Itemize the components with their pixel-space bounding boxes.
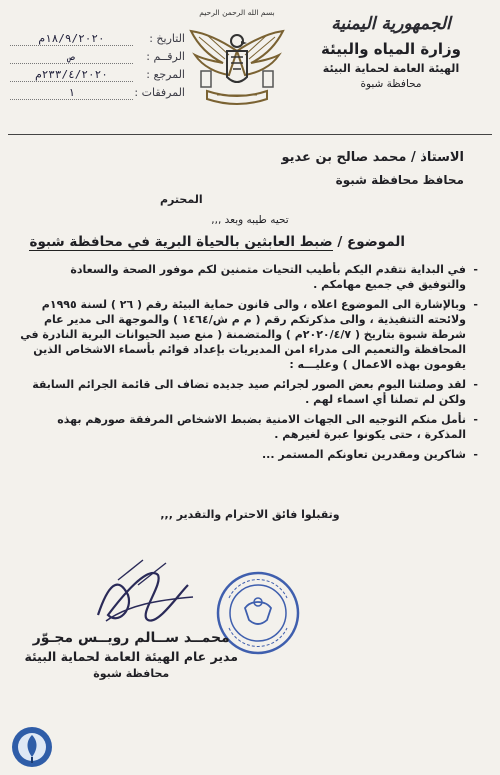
body-paragraph: - وبالإشارة الى الموضوع اعلاه ، والى قانون حماية البيئة رقم ( ٢٦ ) لسنة ١٩٩٥م ولائحته التنفيذية ، والى مذكرتكم رقم ( م م ش/١٤٦٤ ) والموجهة الى مدير عام شرطة شبوة بتاريخ ( ٢٠٢٠/٤/٧م ) والمتضمنة ( منع صيد الحيوانات البرية النادرة في المحافظة والتعميم الى مدراء امن المديريات بإعداد قوائم بأسماء الاشخاص الذين يقومون بهذه الاعمال ) وعليـــه : [20, 297, 478, 372]
meta-number: الرقــم : ص [10, 50, 185, 68]
body-paragraph: - شاكرين ومقدرين تعاونكم المستمر ... [20, 447, 478, 462]
subject-line [29, 234, 405, 250]
republic-name: الجمهورية اليمنية [331, 14, 451, 34]
letter-body [20, 262, 478, 467]
meta-reference: المرجع : ٢٣٣/٤/٢٠٢٠م [10, 68, 185, 86]
authority-logo-icon [10, 725, 54, 769]
closing-line: وتقبلوا فائق الاحترام والتقدير ,,, [160, 508, 340, 521]
signatory-title: مدير عام الهيئة العامة لحماية البيئة [24, 649, 238, 664]
greeting: تحيه طيبه وبعد ,,, [211, 214, 289, 226]
subject-text: ضبط العابثين بالحياة البرية في محافظة شبوة [29, 234, 333, 250]
signatory-name: محمــد ســالم رويــس مجـوّر [32, 630, 230, 646]
yemen-eagle-emblem-icon [187, 21, 287, 113]
governorate-name: محافظة شبوة [360, 78, 422, 90]
ministry-name: وزارة المياه والبيئة [320, 40, 462, 58]
body-paragraph: - نأمل منكم التوجيه الى الجهات الامنية بضبط الاشخاص المرفقة صورهم بهذه المذكرة ، حتى يكونوا عبرة لغيرهم . [20, 412, 478, 442]
handwritten-signature-icon [88, 555, 198, 635]
signatory-governorate: محافظة شبوة [93, 667, 170, 680]
subject-prefix: الموضوع / [332, 234, 405, 250]
letterhead-center [178, 8, 296, 113]
signatory-block [24, 630, 238, 680]
basmala: بسم الله الرحمن الرحيم [199, 8, 275, 17]
meta-date: التاريخ : ١٨/٩/٢٠٢٠م [10, 32, 185, 50]
body-paragraph: - لقد وصلتنا اليوم بعض الصور لجرائم صيد جديده تضاف الى قائمة الجرائم السابقة ولكن لم تصلنا أي اسماء لهم . [20, 377, 478, 407]
addressee-name: الاستاذ / محمد صالح بن عديو [281, 150, 464, 165]
header-divider [8, 134, 492, 135]
letterhead-right [296, 14, 486, 90]
reference-block [10, 32, 185, 104]
addressee-honorific: المحترم [160, 193, 203, 206]
meta-attachments: المرفقات : ١ [10, 86, 185, 104]
authority-name: الهيئة العامة لحماية البيئة [322, 62, 460, 75]
body-paragraph: - في البداية نتقدم اليكم بأطيب التحيات متمنين لكم موفور الصحة والسعادة والتوفيق في جميع مهامكم . [20, 262, 478, 292]
addressee-position: محافظ محافظة شبوة [335, 173, 464, 187]
